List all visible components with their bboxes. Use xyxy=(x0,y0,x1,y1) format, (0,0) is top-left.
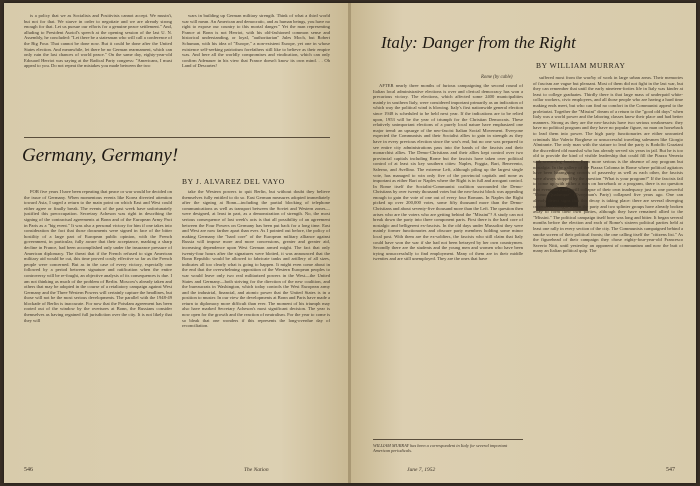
article-byline: BY WILLIAM MURRAY xyxy=(536,61,626,70)
note-divider xyxy=(373,439,523,440)
article-headline: Italy: Danger from the Right xyxy=(381,33,576,52)
left-top-column-1: is a policy that we as Socialists and Positivists cannot accept. We mustn't, but not for that. We starve in order to negotiate and we are already strong enough for that. Let us pursue our efforts for a genuine peace settlement." And, alluding to President Auriol's speech at the opening session of the last U. N. Assembly, he concluded: "Let there be a statesman who will call a conference of the Big Four. That cannot be done now. But it could be done after the United States election. And meanwhile, let there be no German rearmament, which can only ruin the last chances of world peace." On the same day, eighty-year-old Edouard Herriot was saying at the Radical Party congress: "Americans, I must appeal to you. Do not repeat the mistakes you made between the two xyxy=(24,13,172,69)
left-page xyxy=(4,3,349,483)
article-headline: Germany, Germany! xyxy=(22,145,179,166)
section-divider xyxy=(24,137,330,138)
article-column-2: take the Western powers to quit Berlin, but without doubt they believe themselves fully entitled to do so. East German measures adopted immediately after the signing at Bonn—including the partial blocking of telephone communications as well as transport between the Soviet and Western zones—were designed, at least in part, as a demonstration of strength. No, the most serious consequence of last week's acts is that all possibility of an agreement between the Four Powers on Germany has been put back for a long time. East and West are now farther apart than ever. As I pointed out before, the policy of making Germany the "hard core" of the European military alliance against Russia will impose more and more concessions, greater and greater aid, increasing dependence upon West German armed might. The fact that only twenty-four hours after the signatures were blotted, it was announced that the Bonn Republic would be allowed to fabricate tanks and artillery of all sizes, indicates all too clearly what is going to happen. It might even come about in the end that the overwhelming opposition of the Western European peoples to war would leave only two real militarized powers in the West—the United States and Germany—both striving for the direction of the new coalition, and the bureaucrats in Washington, which today controls the West European army and the industrial, financial, and atomic power that the United States is in a position to muster. In our view the developments at Bonn and Paris have made a return to diplomacy more difficult than ever. The moment of his triumph may also have marked Secretary Acheson's most significant decision. The year is now open for the growth and the reaction of neutralism. For the year to come is so bleak that one wonders if this represents the long-overdue day of reconciliation. xyxy=(182,189,330,329)
page-footer: June 7, 1952 xyxy=(407,467,436,473)
dateline: Rome (by cable) xyxy=(481,75,513,80)
magazine-spread xyxy=(4,3,696,483)
article-column-1: AFTER nearly three months of furious campaigning the second round of Italian local administrative elections is over and clerical democracy has won a precarious victory. The elections, which affected some 2400 municipalities mainly in southern Italy, were considered important primarily as an indication of which way the political wind is blowing. Italy's first nationwide general election since 1948 is scheduled to be held next year. If the indications are to be relied upon, 1953 will be the year of triumph for the Christian Democrats. These relatively unimportant elections of a purely local nature have emphasized one major trend: an upsurge of the neo-fascist Italian Social Movement. Everyone expected the Communists and their Socialist allies to gain in strength as they have in every previous election since the war's end, but no one was prepared to see entire city administrations pass into the hands of the fascists and their monarchist allies. The Demo-Christians and their allies kept control over two provincial capitals including Rome but the fascists have taken over political control of at least six key southern cities: Naples, Foggia, Bari, Benevento, Salerno, and Avellino. The extreme Left, although piling up the largest single vote, has managed to win only five of the provincial capitals and none as important as either Bari or Naples where the Right is in full and arrogant control. In Rome itself the Socialist-Communist coalition surrounded the Demo-Christians by over twenty thousand votes but the neo-fascist block was appealing enough to gain the vote of one out of every four Romans. In Naples the Right picked up over 200,000 votes, some fifty thousand more than the Demo-Christians and about seventy-five thousand more than the Left. The question then arises who are the voters who are getting behind the "Missini"? A study can not break down the party into three component parts. First there is the hard core of nostalgic and belligerent ex-fascists. In the old days under Mussolini they were mainly former functionaries and obscure party members holding some minor local post. With them are the ex-soldiers, the fascists who still claim that Italy could have won the war if she had not been betrayed by her own countrymen. Secondly there are the students and the young men and women who have been trying unsuccessfully to find employment. Many of them are in their middle twenties and are still unemployed. They are the ones that have xyxy=(373,83,523,262)
article-byline: BY J. ALVAREZ DEL VAYO xyxy=(182,177,285,186)
page-number: 546 xyxy=(24,467,33,473)
article-column-2: suffered most from the war/by of work in large urban areas. Their memories of fascism are vague but pleasant. Most of them did not fight in the last war, but they can remember that until the early nineteen-forties life in Italy was kinder at least to college graduates. Thirdly there is that large mass of underpaid white-collar workers, civic employees, and all those people who are having a hard time making ends meet, but who can find no comfort in the Communist appeal to the proletariat. Together the "Missini" dream of a return to the "good old days" when Italy was a world power and the laboring classes knew their place and had better manners. Strong as they are the neo-fascists have two serious weaknesses: they have no political program and they have no popular figure, no man on horseback to lead them into power. The high party functionaries are either unwanted criminals like Valerio Borghese or unsuccessful traveling salesmen like Giorgio Almirante. The only man with the stature to lead the party is Rodolfo Graziani the discredited old marshal who has already served six years in jail. But he is too old to provide the kind of visible leadership that could fill the Piazza Venezia with screaming fanatics. Even more serious is the absence of any program but nostalgia. In the gallery of the Piazza Colonna in Rome where political agitators have been haranguing crowds of passersby as well as each other, the fascists were always stopped by the question "What is your program?" If the fascists fail to come up with either a man on horseback or a program, there is no question that eventually they will collapse of their own inadequacy just as one powerful "Uomo Qualunque" (Everyman's Party) collapsed five years ago. One can already detect signs that this decay is taking place: there are several diverging currents of thought within the party and two splinter groups have already broken away to form their own parties, although they have remained allied to the "Missini." The political campaign itself bore was long and bitter. It began several months before the election and each of Rome's sixteen political parties held at least one rally in every section of the city. The Communists campaigned behind a smoke screen of their political fronts; the one calling itself the "citizens list." As the figurehead of their campaign they chose eighty-four-year-old Francesco Saverio Nitti, until yesterday an opponent of communism and now the butt of many an Italian political quip. The xyxy=(533,75,683,254)
page-footer: The Nation xyxy=(244,467,269,473)
page-number: 547 xyxy=(666,467,675,473)
right-page xyxy=(351,3,696,483)
article-column-1: FOR five years I have been repeating that peace or war would be decided on the issue of Germany. When momentous events like Korea diverted attention toward Asia, I urged a return to the main point on which East and West could either agree or finally break. The events of the past week have unfortunately justified this preoccupation. Secretary Acheson was right in describing the signing of the contractual agreements at Bonn and of the European Army Pact in Paris as a "big event." It was also a personal victory for him if one takes into consideration the fact that those documents were signed in face of the bitter hostility of a large part of European public opinion, with the French government, in particular, fully aware that their acceptance, marking a sharp decline in France, had been accomplished only under the insurance pressure of American diplomacy. The threat that if the French refused to sign American military aid would be cut, this time proved costly effective so far as the French people were concerned. But as in the case of every victory, especially one followed by a period between signature and ratification when the entire controversy will be re-fought, an objective analysis of its consequences is due. I am not thinking as much of the problem of Berlin. Moscow's already taken and others that may be adopted in the course of a retaliatory campaign against West Germany and the Three Western Powers will certainly capture the headlines, but those will not be the most serious developments. The parallel with the 1948-49 blockade of Berlin is inaccurate. For now that the Potsdam agreement has been rooted out of the window by the overtures at Bonn, the Russians consider themselves as having regained full jurisdiction over the city. It is not likely that they will xyxy=(24,189,172,323)
author-note: WILLIAM MURRAY has been a correspondent in Italy for several important American periodicals. xyxy=(373,443,508,454)
left-top-column-2: wars in building up German military strength. Think of what a third world war will mean. An American and democratic, and as human beings, you have no right to expose our country to this mortal danger." Yet the man representing France at Bonn is not Herriot, with his old-fashioned common sense and historical understanding, or loyal, "authoritarian" Jules Moch, but Robert Schuman, with his idea of "Europe," a non-existent Europe, yet one in whose existence self-seeking patriotism forefathers still like to believe as their empire was. And here all the worldly compromises and vindication, which can only confirm Adenauer in his view that France doesn't know its own mind. . . Oh Land of Descartes! xyxy=(182,13,330,69)
